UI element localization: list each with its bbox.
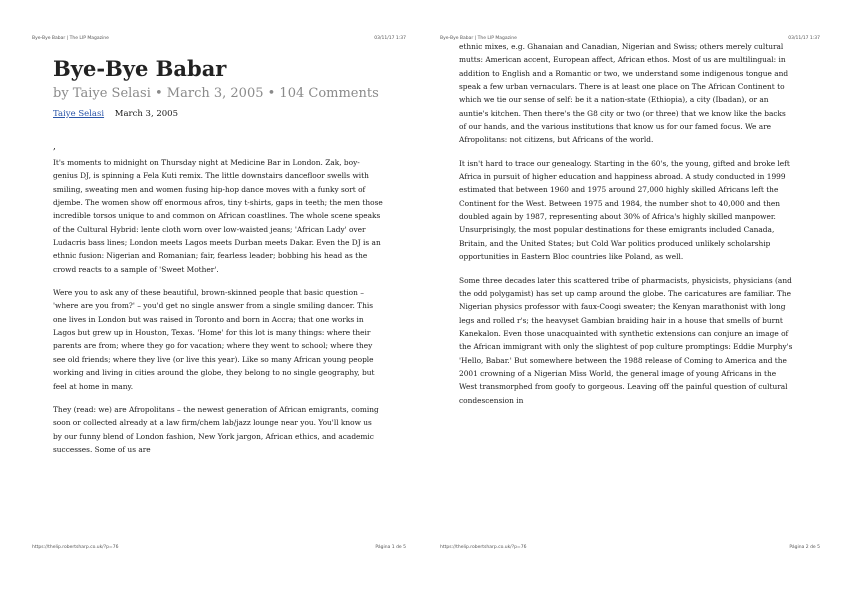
paragraph: It's moments to midnight on Thursday night at Medicine Bar in London. Zak, boy-genius DJ, is spinning a Fela Kuti remix. The little downstairs dancefloor swells with smiling, sweating men and women fusing hip-hop dance moves with a funky sort of djembe. The women show off enormous afros, tiny t-shirts, gaps in teeth; the men those incredible torsos unique to and common on African coastlines. The whole scene speaks of the Cultural Hybrid: lente cloth worn over low-waisted jeans; 'African Lady' over Ludacris bass lines; London meets Lagos meets Durban meets Dakar. Even the DJ is an ethnic fusion: Nigerian and Romanian; fair, fearless leader; bobbing his head as the crowd reacts to a sample of 'Sweet Mother'. xyxy=(53,158,383,274)
article-content xyxy=(459,40,794,417)
paragraph: It isn't hard to trace our genealogy. Starting in the 60's, the young, gifted and broke left Africa in pursuit of higher education and happiness abroad. A study conducted in 1999 estimated that between 1960 and 1975 around 27,000 highly skilled Africans left the Continent for the West. Between 1975 and 1984, the number shot to 40,000 and then doubled again by 1987, representing about 30% of Africa's highly skilled manpower. Unsurprisingly, the most popular destinations for these emigrants included Canada, Britain, and the United States; but Cold War politics produced unlikely scholarship opportunities in Eastern Bloc countries like Poland, as well. xyxy=(459,158,790,262)
page-footer xyxy=(32,545,406,550)
stray-comma: , xyxy=(53,142,56,152)
paragraph: They (read: we) are Afropolitans – the newest generation of African emigrants, coming soon or collected already at a law firm/chem lab/jazz lounge near you. You'll know us by our funny blend of London fashion, New York jargon, African ethics, and academic successes. Some of us are xyxy=(53,404,379,454)
page-header xyxy=(32,36,406,41)
paragraph: Were you to ask any of these beautiful, brown-skinned people that basic question – 'where are you from?' – you'd get no single answer from a single smiling dancer. This one lives in London but was raised in Toronto and born in Accra; that one works in Lagos but grew up in Houston, Texas. 'Home' for this lot is many things: where their parents are from; where they go for vacation; where they went to school; where they see old friends; where they live (or live this year). Like so many African young people working and living in cities around the globe, they belong to no single geography, but feel at home in many. xyxy=(53,288,375,391)
page-footer xyxy=(440,545,820,550)
header-date: 03/11/17 1:37 xyxy=(788,36,820,41)
footer-page-number: Página 2 de 5 xyxy=(789,545,820,550)
header-date: 03/11/17 1:37 xyxy=(374,36,406,41)
header-title: Bye-Bye Babar | The LIP Magazine xyxy=(32,36,109,41)
author-line xyxy=(53,108,383,120)
author-link[interactable]: Taiye Selasi xyxy=(53,109,105,119)
footer-url: https://thelip.robertsharp.co.uk/?p=76 xyxy=(440,545,527,550)
page-2 xyxy=(424,0,848,599)
article-date: March 3, 2005 xyxy=(114,109,178,119)
paragraph: Some three decades later this scattered tribe of pharmacists, physicists, physicians (and the odd polygamist) has set up camp around the globe. The caricatures are familiar. The Nigerian physics professor with faux-Coogi sweater; the Kenyan marathonist with long legs and rolled r's; the heavyset Gambian braiding hair in a house that smells of burnt Kanekalon. Even those unacquainted with synthetic extensions can conjure an image of the African immigrant with only the slightest of pop culture promptings: Eddie Murphy's 'Hello, Babar.' But somewhere between the 1988 release of Coming to America and the 2001 crowning of a Nigerian Miss World, the general image of young Africans in the West transmorphed from goofy to gorgeous. Leaving off the painful question of cultural condescension in xyxy=(459,275,793,405)
article-byline: by Taiye Selasi • March 3, 2005 • 104 Comments xyxy=(53,86,379,101)
footer-url: https://thelip.robertsharp.co.uk/?p=76 xyxy=(32,545,119,550)
article-title: Bye-Bye Babar xyxy=(53,56,227,81)
header-title: Bye-Bye Babar | The LIP Magazine xyxy=(440,36,517,41)
paragraph: ethnic mixes, e.g. Ghanaian and Canadian, Nigerian and Swiss; others merely cultural mutts: American accent, European affect, African ethos. Most of us are multilingual: in addition to English and a Romantic or two, we understand some indigenous tongue and speak a few urban vernaculars. There is at least one place on The African Continent to which we tie our sense of self: be it a nation-state (Ethiopia), a city (Ibadan), or an auntie's kitchen. Then there's the G8 city or two (or three) that we know like the backs of our hands, and the various institutions that know us for our famed focus. We are Afropolitans: not citizens, but Africans of the world. xyxy=(459,42,789,145)
footer-page-number: Página 1 de 5 xyxy=(375,545,406,550)
article-content xyxy=(53,52,383,466)
